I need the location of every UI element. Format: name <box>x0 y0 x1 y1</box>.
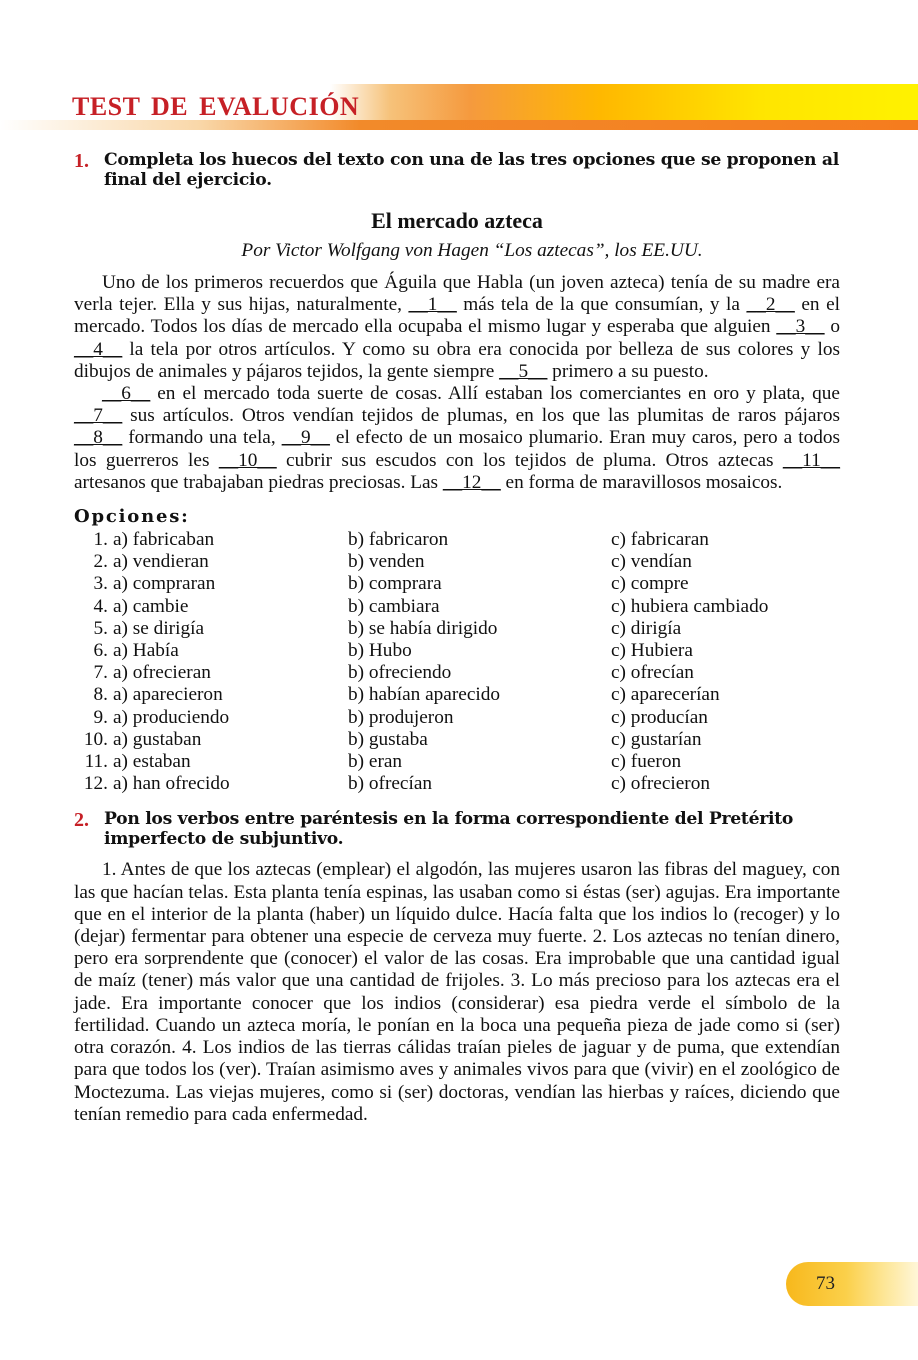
blank-4: __4__ <box>74 338 123 360</box>
option-row <box>74 729 840 751</box>
exercise-2-text <box>74 859 840 1125</box>
blank-12: __12__ <box>442 471 501 493</box>
option-row <box>74 573 840 595</box>
blank-1: __1__ <box>408 294 457 316</box>
option-c: c) gustarían <box>611 728 702 750</box>
option-a: a) fabricaban <box>113 529 215 551</box>
option-a: a) ofrecieran <box>113 662 211 684</box>
option-number: 11. <box>84 751 108 773</box>
option-number: 3. <box>93 573 108 595</box>
exercise-2-instruction: Pon los verbos entre paréntesis en la forma correspondiente del Pretérito imperfecto de subjuntivo. <box>104 809 793 850</box>
option-b: b) comprara <box>348 573 442 595</box>
option-c: c) hubiera cambiado <box>611 595 769 617</box>
option-c: c) dirigía <box>611 617 682 639</box>
option-c: c) vendían <box>611 551 692 573</box>
option-c: c) aparecerían <box>611 684 720 706</box>
reading-title: El mercado azteca <box>371 208 543 233</box>
exercise-2-header <box>74 809 840 849</box>
exercise-1-number: 1. <box>74 150 89 172</box>
blank-9: __9__ <box>281 427 330 449</box>
option-a: a) gustaban <box>113 728 202 750</box>
option-number: 7. <box>93 662 108 684</box>
option-b: b) eran <box>348 751 403 773</box>
option-number: 1. <box>93 529 108 551</box>
option-row <box>74 707 840 729</box>
option-row <box>74 751 840 773</box>
option-a: a) vendieran <box>113 551 209 573</box>
option-number: 8. <box>93 684 108 706</box>
option-row <box>74 551 840 573</box>
option-c: c) fabricaran <box>611 529 709 551</box>
option-c: c) ofrecieron <box>611 773 711 795</box>
option-row <box>74 529 840 551</box>
option-c: c) ofrecían <box>611 662 694 684</box>
blank-2: __2__ <box>746 294 795 316</box>
page-title: TEST DE EVALUCIÓN <box>72 92 360 121</box>
option-number: 12. <box>83 773 108 795</box>
option-number: 5. <box>93 617 108 639</box>
option-a: a) han ofrecido <box>113 773 230 795</box>
option-a: a) compraran <box>113 573 216 595</box>
option-c: c) producían <box>611 706 708 728</box>
option-b: b) cambiara <box>348 595 440 617</box>
blank-10: __10__ <box>218 449 277 471</box>
option-row <box>74 684 840 706</box>
option-row <box>74 618 840 640</box>
blank-6: __6__ <box>102 383 151 405</box>
option-c: c) compre <box>611 573 689 595</box>
option-b: b) fabricaron <box>348 529 449 551</box>
option-row <box>74 662 840 684</box>
option-a: a) aparecieron <box>113 684 223 706</box>
blank-5: __5__ <box>499 360 548 382</box>
option-a: a) cambie <box>113 595 189 617</box>
options-list <box>74 529 840 795</box>
option-number: 2. <box>93 551 108 573</box>
option-a: a) Había <box>113 640 179 662</box>
option-number: 4. <box>93 595 108 617</box>
option-a: a) se dirigía <box>113 617 205 639</box>
option-number: 9. <box>93 706 108 728</box>
exercise-2 <box>74 809 840 1125</box>
option-row <box>74 640 840 662</box>
option-b: b) venden <box>348 551 425 573</box>
option-row <box>74 773 840 795</box>
reading-paragraph-1: Uno de los primeros recuerdos que Águila que Habla (un joven azteca) tenía de su madre era verla tejer. Ella y sus hijas, naturalmente, __1__ más tela de la que consumían, y la __2__ en el mercado. Todos los días de mercado ella ocupaba el mismo lugar y esperaba que alguien __3__ o __4__ la tela por otros artículos. Y como su obra era conocida por belleza de sus colores y los dibujos de animales y pájaros tejidos, la gente siempre __5__ primero a su puesto. <box>74 272 840 382</box>
page-number: 73 <box>816 1273 835 1294</box>
option-b: b) gustaba <box>348 728 428 750</box>
option-b: b) produjeron <box>348 706 454 728</box>
blank-8: __8__ <box>74 427 123 449</box>
blank-11: __11__ <box>782 449 841 471</box>
blank-3: __3__ <box>776 316 825 338</box>
option-number: 6. <box>93 640 108 662</box>
blank-7: __7__ <box>74 405 123 427</box>
option-b: b) habían aparecido <box>348 684 501 706</box>
option-a: a) produciendo <box>113 706 230 728</box>
options-title: Opciones: <box>74 506 190 528</box>
page-content <box>74 150 840 1126</box>
option-c: c) fueron <box>611 751 682 773</box>
option-b: b) ofrecían <box>348 773 433 795</box>
option-a: a) estaban <box>113 751 191 773</box>
exercise-1-instruction: Completa los huecos del texto con una de las tres opciones que se proponen al final del ejercicio. <box>104 150 839 190</box>
reading-paragraph-2: __6__ en el mercado toda suerte de cosas. Allí estaban los comerciantes en oro y plata, que __7__ sus artículos. Otros vendían tejidos de plumas, en los que las plumitas de raros pájaros __8__ formando una tela, __9__ el efecto de un mosaico plumario. Eran muy caros, pero a todos los guerreros les __10__ cubrir sus escudos con los tejidos de pluma. Otros aztecas __11__ artesanos que trabajaban piedras preciosas. Las __12__ en forma de maravillosos mosaicos. <box>74 383 841 493</box>
exercise-1-header <box>74 150 840 190</box>
exercise-2-paragraph: 1. Antes de que los aztecas (emplear) el algodón, las mujeres usaron las fibras del maguey, con las que hacían telas. Esta planta tenía espinas, las usaban como si éstas (ser) agujas. Era importante que en el interior de la planta (haber) un líquido dulce. Hacía falta que los indios lo (recoger) y lo (dejar) fermentar para obtener una especie de cerveza muy fuerte. 2. Los aztecas no tenían dinero, pero era sorprendente que (conocer) el valor de las cosas. Era improbable que una cantidad igual de maíz (tener) más valor que una cantidad de frijoles. 3. Lo más precioso para los aztecas era el jade. Era importante conocer que los indios (considerar) esa piedra verde el símbolo de la fertilidad. Cuando un azteca moría, le ponían en la boca una pequeña pieza de jade como si (ser) otra corazón. 4. Los indios de las tierras cálidas traían pieles de jaguar y de puma, que extendían para que todos los (ver). Traían asimismo aves y animales vivos para que (vivir) en el zoológico de Moctezuma. Las viejas mujeres, como si (ser) doctoras, vendían las hierbas y raíces, diciendo que tenían remedio para cada enfermedad. <box>74 859 840 1125</box>
reading-text <box>74 272 840 494</box>
reading-author: Por Victor Wolfgang von Hagen “Los aztecas”, los EE.UU. <box>241 240 703 261</box>
page-number-badge <box>786 1262 918 1306</box>
exercise-2-number: 2. <box>74 809 89 832</box>
option-row <box>74 596 840 618</box>
option-c: c) Hubiera <box>611 640 693 662</box>
option-b: b) se había dirigido <box>348 617 498 639</box>
option-number: 10. <box>83 728 108 750</box>
option-b: b) Hubo <box>348 640 412 662</box>
option-b: b) ofreciendo <box>348 662 452 684</box>
